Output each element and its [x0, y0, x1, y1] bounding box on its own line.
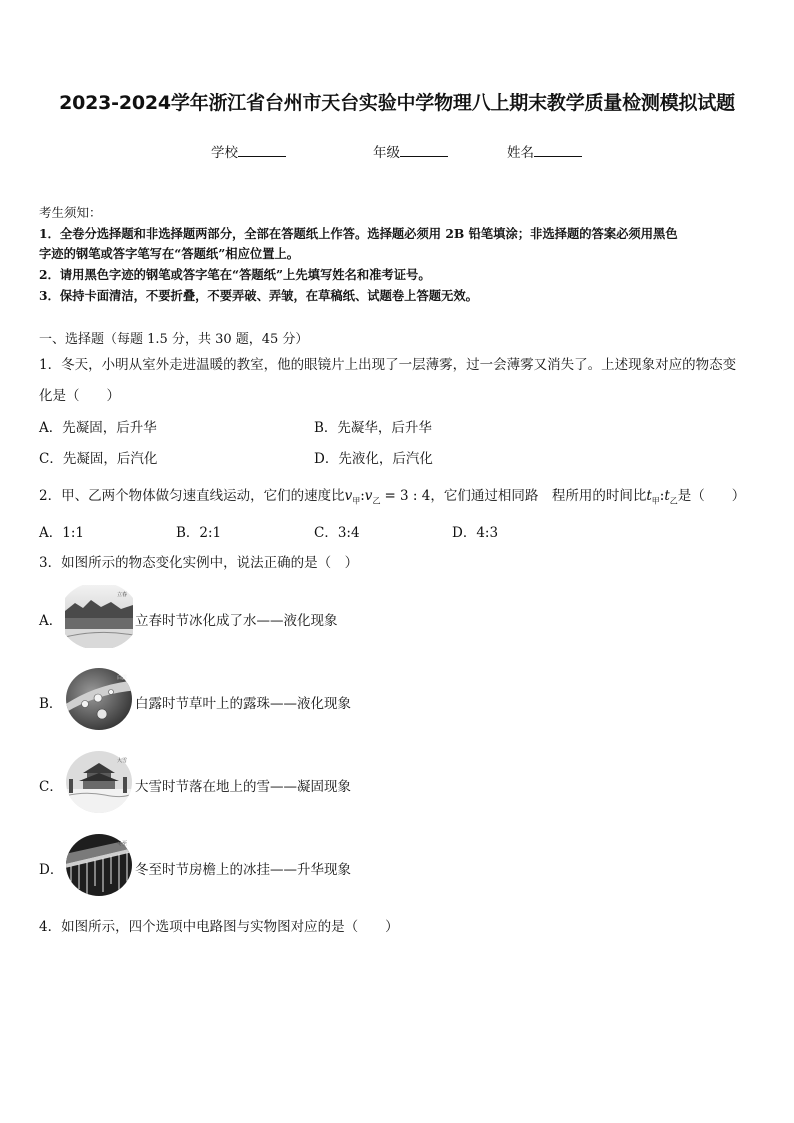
q2-stem — [39, 484, 745, 507]
school-field — [211, 141, 286, 161]
q2-v-jia: v — [344, 488, 353, 504]
q2-ratio-value: = 3 : 4 — [384, 488, 431, 504]
q3-option-a-text: 立春时节冰化成了水——液化现象 — [135, 613, 338, 629]
q3-option-d-text: 冬至时节房檐上的冰挂——升华现象 — [135, 862, 351, 878]
svg-text:大雪: 大雪 — [117, 758, 128, 764]
q3-option-b-text: 白露时节草叶上的露珠——液化现象 — [135, 696, 351, 712]
q1-option-c: C．先凝固，后汽化 — [39, 451, 158, 467]
notice-line-1b: 字迹的钢笔或答字笔写在“答题纸”相应位置上。 — [39, 246, 300, 261]
section-heading: 一、选择题（每题 1.5 分，共 30 题，45 分） — [39, 332, 309, 347]
q1-stem-a: 1．冬天，小明从室外走进温暖的教室，他的眼镜片上出现了一层薄雾，过一会薄雾又消失了。上述现象对应的物态变 — [39, 357, 737, 373]
q2-sub-yi-t: 乙 — [669, 496, 678, 506]
q2-option-b: B．2:1 — [176, 525, 222, 541]
name-field — [507, 141, 582, 161]
q3-option-d-letter: D． — [39, 862, 64, 878]
school-label: 学校 — [211, 145, 238, 161]
q2-option-d: D．4:3 — [452, 525, 499, 541]
grade-field — [373, 141, 448, 161]
q3-option-a-letter: A． — [39, 613, 63, 629]
q2-t-jia: t — [646, 488, 652, 504]
q1-option-b: B．先凝华，后升华 — [314, 420, 432, 436]
q2-sub-jia-t: 甲 — [651, 496, 660, 506]
q2-colon-2: : — [659, 488, 665, 504]
q2-stem-mid: ，它们通过相同路 程所用的时间比 — [430, 488, 647, 504]
q1-option-d: D．先液化，后汽化 — [314, 451, 433, 467]
q1-option-a: A．先凝固，后升华 — [39, 420, 157, 436]
svg-text:立春: 立春 — [117, 592, 128, 598]
notice-line-3: 3．保持卡面清洁，不要折叠，不要弄破、弄皱，在草稿纸、试题卷上答题无效。 — [39, 288, 478, 303]
svg-text:白露: 白露 — [117, 675, 128, 681]
dew-drops-image-icon — [65, 668, 133, 731]
page-title: 2023-2024学年浙江省台州市天台实验中学物理八上期末教学质量检测模拟试题 — [59, 92, 735, 114]
notice-line-2: 2．请用黑色字迹的钢笔或答字笔在“答题纸”上先填写姓名和准考证号。 — [39, 267, 431, 282]
q2-v-yi: v — [364, 488, 373, 504]
grade-blank — [400, 144, 448, 157]
q2-stem-post: 是（ ） — [677, 488, 746, 504]
q4-stem: 4．如图所示，四个选项中电路图与实物图对应的是（ ） — [39, 919, 399, 935]
landscape-image-icon — [65, 585, 133, 648]
notice-line-1a: 1．全卷分选择题和非选择题两部分，全部在答题纸上作答。选择题必须用 2B 铅笔填涂；非选择题的答案必须用黑色 — [39, 226, 678, 241]
q2-sub-yi: 乙 — [372, 496, 381, 506]
q2-stem-pre: 2．甲、乙两个物体做匀速直线运动，它们的速度比 — [39, 488, 345, 504]
q2-t-yi: t — [664, 488, 670, 504]
q2-sub-jia: 甲 — [352, 496, 361, 506]
icicles-image-icon — [65, 834, 133, 897]
school-blank — [238, 144, 286, 157]
q3-option-c-text: 大雪时节落在地上的雪——凝固现象 — [135, 779, 351, 795]
q2-option-c: C．3:4 — [314, 525, 360, 541]
notice-heading: 考生须知： — [39, 205, 102, 220]
grade-label: 年级 — [373, 145, 400, 161]
q3-stem: 3．如图所示的物态变化实例中，说法正确的是（ ） — [39, 555, 359, 571]
name-blank — [534, 144, 582, 157]
svg-text:冬至: 冬至 — [117, 841, 128, 847]
q3-option-b-letter: B． — [39, 696, 63, 712]
name-label: 姓名 — [507, 145, 534, 161]
snowy-temple-image-icon — [65, 751, 133, 814]
q1-stem-b: 化是（ ） — [39, 388, 120, 404]
q2-colon-1: : — [360, 488, 365, 504]
q3-option-c-letter: C． — [39, 779, 63, 795]
q2-option-a: A．1:1 — [39, 525, 84, 541]
